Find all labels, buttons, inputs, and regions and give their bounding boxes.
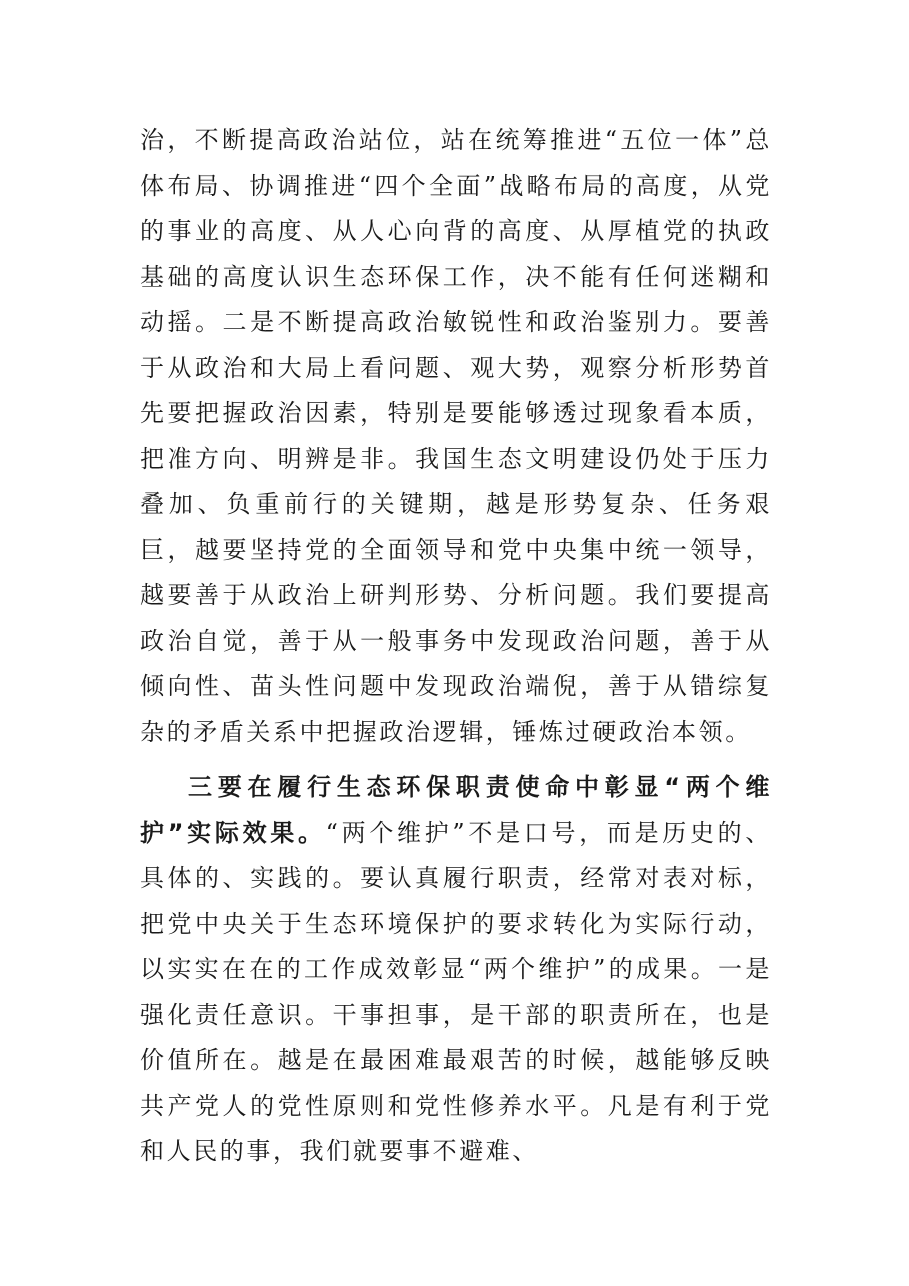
paragraph-text: 治，不断提高政治站位，站在统筹推进“五位一体”总体布局、协调推进“四个全面”战略布局的高度，从党的事业的高度、从人心向背的高度、从厚植党的执政基础的高度认识生态环保工作，决不能有任何迷糊和动摇。二是不断提高政治敏锐性和政治鉴别力。要善于从政治和大局上看问题、观大势，观察分析形势首先要把握政治因素，特别是要能够透过现象看本质，把准方向、明辨是非。我国生态文明建设仍处于压力叠加、负重前行的关键期，越是形势复杂、任务艰巨，越要坚持党的全面领导和党中央集中统一领导，越要善于从政治上研判形势、分析问题。我们要提高政治自觉，善于从一般事务中发现政治问题，善于从倾向性、苗头性问题中发现政治端倪，善于从错综复杂的矛盾关系中把握政治逻辑，锤炼过硬政治本领。	[140, 126, 772, 746]
paragraph-section-three	[140, 765, 772, 1175]
document-body	[140, 118, 772, 1175]
section-heading: 三要在履行生态环保职责使命中彰显“两个维护”实际效果。	[140, 773, 772, 847]
paragraph-continuation	[140, 118, 772, 755]
paragraph-text: “两个维护”不是口号，而是历史的、具体的、实践的。要认真履行职责，经常对表对标，把党中央关于生态环境保护的要求转化为实际行动，以实实在在的工作成效彰显“两个维护”的成果。一是强化责任意识。干事担事，是干部的职责所在，也是价值所在。越是在最困难最艰苦的时候，越能够反映共产党人的党性原则和党性修养水平。凡是有利于党和人民的事，我们就要事不避难、	[140, 818, 772, 1165]
